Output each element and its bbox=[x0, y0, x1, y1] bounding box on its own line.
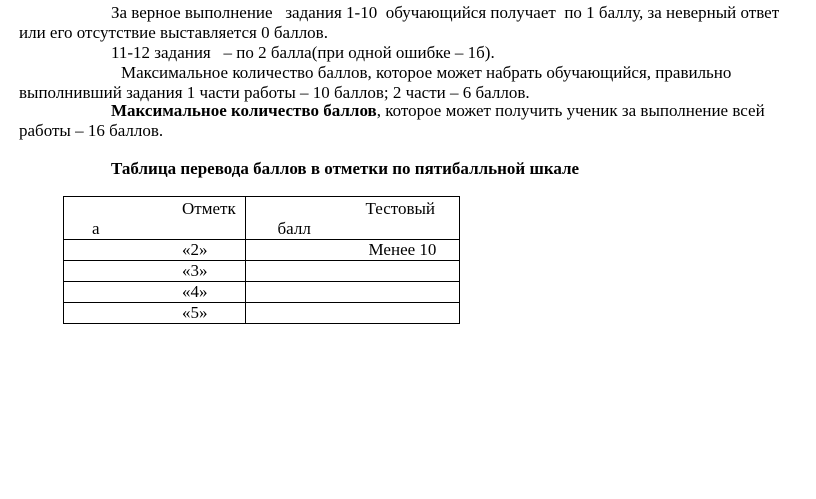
grade-cell bbox=[64, 282, 246, 303]
score-cell bbox=[245, 303, 459, 324]
header-grade-bottom: а bbox=[92, 219, 100, 238]
paragraph-4-line-2: работы – 16 баллов. bbox=[19, 121, 164, 140]
grade-conversion-table bbox=[63, 196, 460, 324]
grade-cell bbox=[64, 261, 246, 282]
grade-value: «3» bbox=[182, 261, 208, 280]
paragraph-1-line-1: За верное выполнение задания 1-10 обучающийся получает по 1 баллу, за неверный ответ bbox=[111, 3, 780, 22]
paragraph-4-line-1 bbox=[111, 101, 765, 121]
max-score-emphasis: Максимальное количество баллов bbox=[111, 101, 377, 120]
table-row bbox=[64, 240, 460, 261]
table-row bbox=[64, 303, 460, 324]
table-title: Таблица перевода баллов в отметки по пятибалльной шкале bbox=[111, 159, 580, 178]
paragraph-3-line-1: Максимальное количество баллов, которое может набрать обучающийся, правильно bbox=[121, 63, 732, 82]
score-cell bbox=[245, 240, 459, 261]
grade-value: «2» bbox=[182, 240, 208, 259]
paragraph-4-line-1-rest: , которое может получить ученик за выполнение всей bbox=[376, 101, 765, 120]
grade-cell bbox=[64, 240, 246, 261]
table-row bbox=[64, 261, 460, 282]
header-score-bottom: балл bbox=[277, 219, 311, 238]
table-row bbox=[64, 282, 460, 303]
score-cell bbox=[245, 282, 459, 303]
grade-cell bbox=[64, 303, 246, 324]
score-value: Менее 10 bbox=[368, 240, 437, 259]
paragraph-2: 11-12 задания – по 2 балла(при одной ошибке – 1б). bbox=[111, 43, 495, 62]
header-cell-score bbox=[245, 197, 459, 240]
grade-value: «4» bbox=[182, 282, 208, 301]
paragraph-3-line-2: выполнивший задания 1 части работы – 10 баллов; 2 части – 6 баллов. bbox=[19, 83, 530, 102]
table-header-row bbox=[64, 197, 460, 240]
grade-value: «5» bbox=[182, 303, 208, 322]
header-score-top: Тестовый bbox=[365, 199, 436, 218]
header-cell-grade bbox=[64, 197, 246, 240]
paragraph-1-line-2: или его отсутствие выставляется 0 баллов. bbox=[19, 23, 328, 42]
header-grade-top: Отметк bbox=[182, 199, 236, 218]
score-cell bbox=[245, 261, 459, 282]
